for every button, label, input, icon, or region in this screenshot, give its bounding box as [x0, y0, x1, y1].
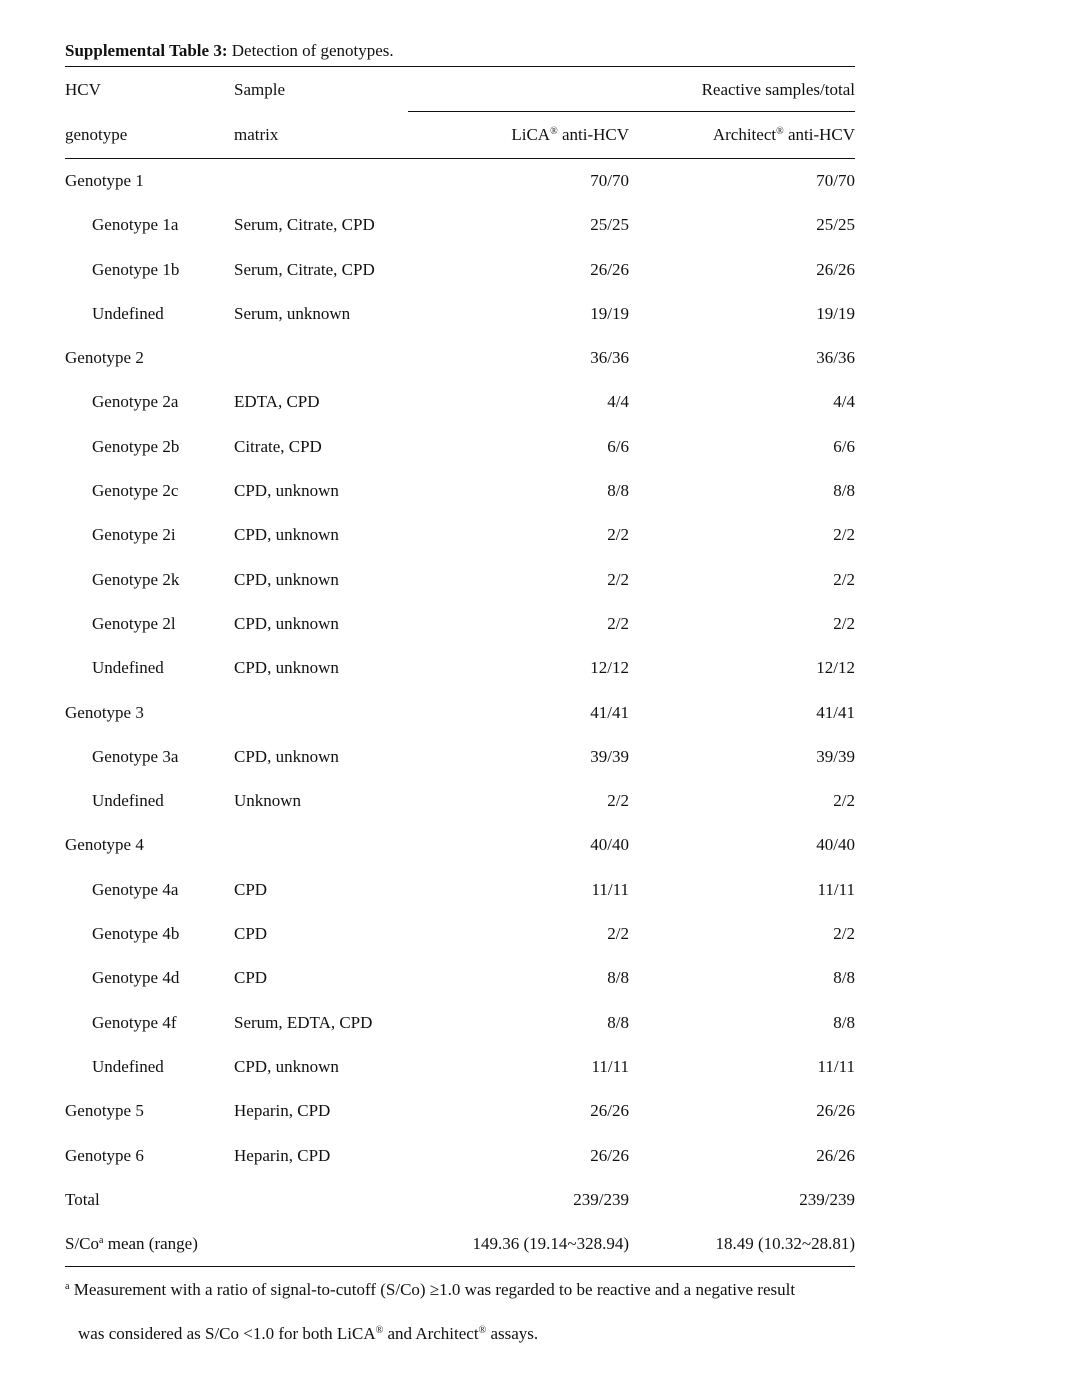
sample-matrix-cell: CPD, unknown: [234, 481, 339, 501]
table-header: [65, 67, 855, 158]
lica-result-cell: 8/8: [607, 1012, 629, 1032]
sample-matrix-cell: Serum, unknown: [234, 303, 351, 323]
genotype-cell: Genotype 4b: [92, 924, 180, 944]
lica-result-cell: 70/70: [590, 171, 629, 190]
lica-result-cell: 12/12: [590, 658, 629, 678]
architect-result-cell: 36/36: [816, 348, 855, 368]
genotype-cell: Genotype 4d: [92, 968, 180, 988]
table-row: [65, 912, 855, 956]
lica-result-cell: 26/26: [590, 1101, 629, 1121]
table-row: [65, 1045, 855, 1089]
summary-architect-value: 18.49 (10.32~28.81): [715, 1234, 855, 1254]
table-row: [65, 469, 855, 513]
table-row: [65, 779, 855, 823]
genotype-cell: Genotype 5: [65, 1101, 144, 1121]
lica-result-cell: 2/2: [607, 613, 629, 633]
lica-result-cell: 2/2: [607, 569, 629, 589]
architect-result-cell: 6/6: [833, 436, 855, 456]
table-caption-label: Supplemental Table 3:: [65, 41, 228, 60]
genotype-cell: Genotype 2l: [92, 613, 176, 633]
lica-result-cell: 4/4: [607, 392, 629, 412]
genotype-cell: Genotype 1b: [92, 259, 180, 279]
table-row: [65, 691, 855, 735]
table-body: [65, 159, 855, 1222]
table-row: [65, 823, 855, 867]
header-architect-reg: ®: [776, 126, 784, 137]
footnote-line-1-text: Measurement with a ratio of signal-to-cutoff (S/Co) ≥1.0 was regarded to be reactive and a negative result: [69, 1280, 796, 1300]
architect-result-cell: 40/40: [816, 835, 855, 855]
lica-result-cell: 41/41: [590, 702, 629, 722]
summary-lica-value: 149.36 (19.14~328.94): [472, 1234, 629, 1254]
architect-result-cell: 8/8: [833, 1012, 855, 1032]
table-row: [65, 159, 855, 203]
footnote-line-2: [78, 1323, 538, 1345]
genotype-cell: Genotype 4a: [92, 879, 179, 899]
architect-result-cell: 2/2: [833, 569, 855, 589]
footnote-lica-reg: ®: [375, 1325, 384, 1337]
genotype-cell: Undefined: [92, 658, 164, 678]
summary-label-sup: a: [99, 1235, 104, 1247]
lica-result-cell: 2/2: [607, 525, 629, 545]
header-sample: Sample: [234, 80, 285, 99]
sample-matrix-cell: Unknown: [234, 791, 302, 811]
architect-result-cell: 70/70: [816, 171, 855, 190]
header-architect-suffix: anti-HCV: [783, 125, 855, 144]
sample-matrix-cell: Citrate, CPD: [234, 436, 322, 456]
genotype-cell: Genotype 2b: [92, 436, 180, 456]
header-lica: [511, 124, 629, 146]
footnote-line-2-a: was considered as S/Co <1.0 for both LiCA: [78, 1324, 376, 1344]
architect-result-cell: 8/8: [833, 481, 855, 501]
sample-matrix-cell: Serum, Citrate, CPD: [234, 259, 375, 279]
architect-result-cell: 25/25: [816, 215, 855, 235]
table-row: [65, 1134, 855, 1178]
sample-matrix-cell: CPD: [234, 879, 268, 899]
table-row: [65, 602, 855, 646]
lica-result-cell: 2/2: [607, 924, 629, 944]
lica-result-cell: 26/26: [590, 1145, 629, 1165]
table-caption-text: Detection of genotypes.: [227, 41, 394, 60]
architect-result-cell: 12/12: [816, 658, 855, 678]
lica-result-cell: 11/11: [591, 1056, 629, 1076]
sample-matrix-cell: EDTA, CPD: [234, 392, 320, 412]
table-row: [65, 380, 855, 424]
table-row: [65, 1089, 855, 1133]
lica-result-cell: 239/239: [573, 1189, 629, 1209]
table-row: [65, 558, 855, 602]
lica-result-cell: 8/8: [607, 481, 629, 501]
table-row: [65, 248, 855, 292]
summary-label: [65, 1233, 198, 1255]
table-row: [65, 513, 855, 557]
footnote-line-1: [65, 1279, 795, 1301]
sample-matrix-cell: Heparin, CPD: [234, 1145, 331, 1165]
table-row: [65, 1001, 855, 1045]
genotype-cell: Genotype 6: [65, 1145, 144, 1165]
sample-matrix-cell: Heparin, CPD: [234, 1101, 331, 1121]
sample-matrix-cell: CPD, unknown: [234, 525, 339, 545]
genotype-cell: Genotype 3: [65, 702, 144, 722]
header-reactive-group: Reactive samples/total: [701, 80, 855, 99]
summary-label-suffix: mean (range): [103, 1234, 198, 1254]
lica-result-cell: 2/2: [607, 791, 629, 811]
table-row: [65, 336, 855, 380]
sample-matrix-cell: CPD, unknown: [234, 613, 339, 633]
lica-result-cell: 25/25: [590, 215, 629, 235]
header-architect: [713, 124, 855, 146]
summary-row: [65, 1222, 855, 1266]
table-row: [65, 425, 855, 469]
footnote-mark: a: [65, 1281, 70, 1293]
sample-matrix-cell: Serum, Citrate, CPD: [234, 215, 375, 235]
genotype-cell: Undefined: [92, 791, 164, 811]
table-row: [65, 292, 855, 336]
lica-result-cell: 26/26: [590, 259, 629, 279]
architect-result-cell: 26/26: [816, 1145, 855, 1165]
genotype-cell: Genotype 3a: [92, 746, 179, 766]
genotype-cell: Genotype 2k: [92, 569, 180, 589]
architect-result-cell: 19/19: [816, 303, 855, 323]
genotype-cell: Genotype 2i: [92, 525, 176, 545]
lica-result-cell: 39/39: [590, 746, 629, 766]
header-lica-suffix: anti-HCV: [557, 125, 629, 144]
header-genotype: genotype: [65, 125, 128, 144]
lica-result-cell: 36/36: [590, 348, 629, 368]
sample-matrix-cell: CPD, unknown: [234, 658, 339, 678]
footnote-architect-reg: ®: [478, 1325, 487, 1337]
lica-result-cell: 40/40: [590, 835, 629, 855]
genotype-cell: Genotype 1a: [92, 215, 179, 235]
lica-result-cell: 19/19: [590, 303, 629, 323]
architect-result-cell: 26/26: [816, 1101, 855, 1121]
genotype-cell: Genotype 2: [65, 348, 144, 368]
architect-result-cell: 2/2: [833, 791, 855, 811]
header-hcv: HCV: [65, 80, 101, 99]
sample-matrix-cell: CPD, unknown: [234, 1056, 339, 1076]
architect-result-cell: 2/2: [833, 613, 855, 633]
header-lica-reg: ®: [550, 126, 558, 137]
genotype-cell: Genotype 1: [65, 171, 144, 190]
header-lica-name: LiCA: [511, 125, 551, 144]
architect-result-cell: 8/8: [833, 968, 855, 988]
architect-result-cell: 39/39: [816, 746, 855, 766]
genotype-cell: Undefined: [92, 1056, 164, 1076]
footnote-line-2-c: assays.: [486, 1324, 539, 1344]
lica-result-cell: 8/8: [607, 968, 629, 988]
genotype-cell: Undefined: [92, 303, 164, 323]
bottom-rule: [65, 1266, 855, 1267]
lica-result-cell: 11/11: [591, 879, 629, 899]
architect-result-cell: 4/4: [833, 392, 855, 412]
sample-matrix-cell: CPD, unknown: [234, 746, 339, 766]
supplemental-table-document: [65, 36, 855, 1344]
genotype-cell: Genotype 2a: [92, 392, 179, 412]
architect-result-cell: 11/11: [817, 879, 855, 899]
table-row: [65, 956, 855, 1000]
lica-result-cell: 6/6: [607, 436, 629, 456]
genotype-cell: Genotype 4: [65, 835, 144, 855]
genotype-cell: Total: [65, 1189, 100, 1209]
header-group-rule: [408, 111, 855, 112]
table-row: [65, 646, 855, 690]
sample-matrix-cell: CPD: [234, 968, 268, 988]
table-row: [65, 1178, 855, 1222]
sample-matrix-cell: Serum, EDTA, CPD: [234, 1012, 373, 1032]
sample-matrix-cell: CPD, unknown: [234, 569, 339, 589]
sample-matrix-cell: CPD: [234, 924, 268, 944]
summary-label-prefix: S/Co: [65, 1234, 100, 1254]
table-row: [65, 203, 855, 247]
architect-result-cell: 41/41: [816, 702, 855, 722]
table-row: [65, 735, 855, 779]
architect-result-cell: 11/11: [817, 1056, 855, 1076]
header-matrix: matrix: [234, 125, 279, 144]
genotype-cell: Genotype 2c: [92, 481, 179, 501]
footnote-line-2-b: and Architect: [383, 1324, 479, 1344]
table-row: [65, 868, 855, 912]
table-caption: [65, 36, 855, 66]
header-architect-name: Architect: [712, 125, 777, 144]
architect-result-cell: 2/2: [833, 924, 855, 944]
genotype-cell: Genotype 4f: [92, 1012, 177, 1032]
architect-result-cell: 26/26: [816, 259, 855, 279]
architect-result-cell: 239/239: [799, 1189, 855, 1209]
architect-result-cell: 2/2: [833, 525, 855, 545]
